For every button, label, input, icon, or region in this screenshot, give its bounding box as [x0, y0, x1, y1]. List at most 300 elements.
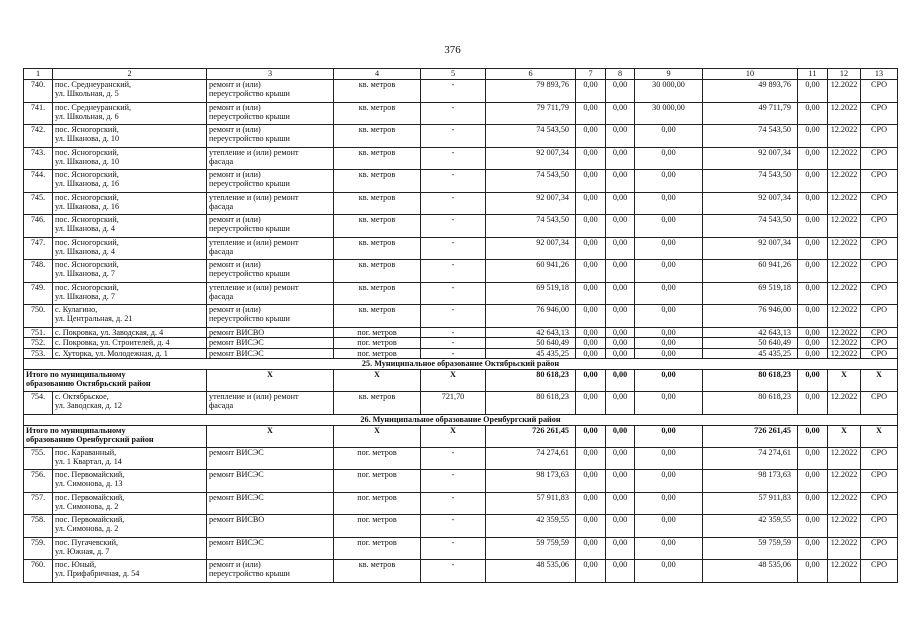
fund-local	[635, 215, 703, 238]
row-number-text: 754.	[30, 392, 46, 401]
address	[53, 470, 207, 493]
period	[828, 515, 861, 538]
fund-other-text: 0,00	[805, 80, 820, 89]
period	[828, 338, 861, 349]
fund-owners-text: 74 543,50	[758, 215, 791, 224]
address-text: пос. Среднеуранский,	[55, 80, 132, 89]
method	[861, 80, 898, 103]
fund-other	[798, 102, 828, 125]
fund-federal	[576, 260, 606, 283]
fund-regional-text: 0,00	[612, 102, 628, 112]
fund-owners	[703, 348, 798, 359]
quantity	[421, 282, 486, 305]
fund-regional-text: 0,00	[612, 147, 628, 157]
row-number	[24, 392, 53, 415]
fund-regional	[606, 370, 635, 392]
period-text: 12.2022	[830, 102, 858, 112]
fund-federal-text: 0,00	[583, 447, 598, 457]
period-text: X	[841, 425, 847, 435]
fund-other	[798, 537, 828, 560]
fund-owners-text: 74 543,50	[758, 125, 791, 134]
method	[861, 537, 898, 560]
total-label-text: Итого по муниципальному	[26, 370, 126, 379]
fund-regional-text: 0,00	[612, 470, 628, 479]
work-type-text: утепление и (или) ремонт	[209, 147, 299, 157]
period-text: 12.2022	[830, 282, 858, 292]
quantity	[421, 327, 486, 338]
unit	[334, 447, 421, 470]
period	[828, 537, 861, 560]
unit-text: кв. метров	[358, 170, 396, 179]
fund-local-text: 30 000,00	[652, 80, 685, 89]
header-cell: 13	[861, 69, 898, 80]
work-type-text: ремонт и (или)	[209, 125, 261, 134]
unit	[334, 338, 421, 349]
fund-federal-text: 0,00	[583, 348, 598, 358]
quantity-text: -	[451, 515, 455, 524]
fund-other-text: 0,00	[805, 370, 820, 379]
fund-regional	[606, 305, 635, 328]
fund-local	[635, 470, 703, 493]
unit	[334, 370, 421, 392]
total-cost-text: 60 941,26	[536, 260, 569, 269]
row-number-text: 748.	[30, 260, 46, 269]
method-text: СРО	[870, 237, 888, 247]
fund-owners	[703, 392, 798, 415]
fund-owners-text: 45 435,25	[758, 348, 791, 358]
period-text: 12.2022	[830, 327, 858, 337]
fund-other	[798, 447, 828, 470]
period-text: 12.2022	[830, 80, 858, 89]
table-row	[24, 170, 898, 193]
period-text: 12.2022	[830, 125, 858, 134]
quantity-text: -	[451, 260, 455, 269]
quantity-text: -	[451, 170, 455, 179]
quantity	[421, 170, 486, 193]
total-cost	[486, 305, 576, 328]
method	[861, 147, 898, 170]
fund-local-text: 0,00	[661, 237, 676, 247]
fund-local-text: 0,00	[661, 260, 676, 269]
method	[861, 237, 898, 260]
unit-text: X	[374, 425, 380, 435]
total-cost-text: 42 643,13	[536, 327, 569, 337]
fund-other	[798, 237, 828, 260]
header-cell: 2	[53, 69, 207, 80]
fund-owners	[703, 492, 798, 515]
row-number	[24, 305, 53, 328]
address-text: ул. 1 Квартал, д. 14	[55, 456, 122, 466]
period-text: 12.2022	[830, 447, 858, 457]
fund-owners-text: 92 007,34	[758, 192, 791, 202]
fund-federal-text: 0,00	[583, 470, 598, 479]
total-cost-text: 59 759,59	[536, 537, 569, 547]
quantity	[421, 537, 486, 560]
fund-regional-text: 0,00	[612, 492, 628, 502]
fund-other	[798, 370, 828, 392]
fund-regional	[606, 125, 635, 148]
address-text: пос. Первомайский,	[55, 492, 125, 502]
address-text: пос. Ясногорский,	[55, 282, 119, 292]
period-text: X	[841, 370, 847, 379]
unit	[334, 237, 421, 260]
quantity	[421, 215, 486, 238]
total-cost-text: 74 274,61	[536, 447, 569, 457]
fund-other	[798, 215, 828, 238]
table-row	[24, 260, 898, 283]
work-type	[207, 492, 334, 515]
period-text: 12.2022	[830, 515, 858, 524]
fund-federal-text: 0,00	[583, 192, 598, 202]
fund-owners-text: 60 941,26	[758, 260, 791, 269]
section-title-text: 26. Муниципальное образование Оренбургский район	[360, 414, 561, 424]
period-text: 12.2022	[830, 348, 858, 358]
work-type	[207, 147, 334, 170]
total-cost-text: 80 618,23	[536, 370, 569, 379]
fund-federal	[576, 305, 606, 328]
fund-federal	[576, 560, 606, 583]
address-text: пос. Ясногорский,	[55, 215, 119, 224]
total-cost	[486, 170, 576, 193]
quantity	[421, 237, 486, 260]
fund-regional	[606, 170, 635, 193]
fund-owners-text: 98 173,63	[758, 470, 791, 479]
work-type-text: переустройство крыши	[209, 179, 290, 189]
fund-local-text: 0,00	[661, 327, 676, 337]
row-number-text: 760.	[30, 560, 46, 569]
method-text: СРО	[870, 215, 888, 224]
address-text: ул. Шканова, д. 7	[55, 291, 115, 301]
header-cell: 3	[207, 69, 334, 80]
fund-federal-text: 0,00	[583, 327, 598, 337]
fund-federal	[576, 447, 606, 470]
fund-federal	[576, 237, 606, 260]
address	[53, 215, 207, 238]
period	[828, 282, 861, 305]
fund-other	[798, 260, 828, 283]
fund-local	[635, 447, 703, 470]
fund-other-text: 0,00	[805, 537, 820, 547]
address	[53, 192, 207, 215]
unit	[334, 260, 421, 283]
fund-other-text: 0,00	[805, 470, 820, 479]
total-cost	[486, 260, 576, 283]
total-cost-text: 79 711,79	[536, 102, 569, 112]
unit	[334, 282, 421, 305]
total-label	[24, 425, 207, 447]
quantity	[421, 515, 486, 538]
work-type	[207, 338, 334, 349]
fund-regional	[606, 237, 635, 260]
fund-regional	[606, 80, 635, 103]
header-cell: 11	[798, 69, 828, 80]
fund-regional-text: 0,00	[612, 305, 628, 314]
row-number	[24, 80, 53, 103]
method	[861, 125, 898, 148]
address-text: пос. Первомайский,	[55, 470, 125, 479]
fund-owners-text: 80 618,23	[758, 392, 791, 401]
total-cost	[486, 327, 576, 338]
work-type-text: ремонт ВИСЭС	[209, 537, 264, 547]
work-type-text: переустройство крыши	[209, 134, 290, 144]
fund-regional	[606, 560, 635, 583]
total-cost-text: 98 173,63	[536, 470, 569, 479]
work-type-text: фасада	[209, 401, 234, 411]
period	[828, 80, 861, 103]
fund-regional	[606, 447, 635, 470]
period	[828, 492, 861, 515]
fund-owners	[703, 170, 798, 193]
fund-local-text: 0,00	[661, 447, 676, 457]
quantity-text: -	[451, 348, 455, 358]
address	[53, 560, 207, 583]
fund-other	[798, 470, 828, 493]
quantity	[421, 80, 486, 103]
fund-other	[798, 425, 828, 447]
method-text: СРО	[870, 515, 888, 524]
total-cost	[486, 102, 576, 125]
fund-regional	[606, 537, 635, 560]
fund-federal	[576, 327, 606, 338]
fund-owners	[703, 125, 798, 148]
table-row	[24, 192, 898, 215]
address-text: ул. Прифабричная, д. 54	[55, 569, 140, 579]
unit-text: пог. метров	[357, 515, 397, 524]
period-text: 12.2022	[830, 392, 858, 401]
address-text: ул. Школьная, д. 5	[55, 89, 119, 99]
work-type-text: переустройство крыши	[209, 314, 290, 324]
work-type	[207, 80, 334, 103]
method-text: СРО	[870, 470, 888, 479]
row-number	[24, 170, 53, 193]
unit	[334, 215, 421, 238]
address-text: пос. Юный,	[55, 560, 97, 569]
fund-local	[635, 125, 703, 148]
table-row	[24, 560, 898, 583]
fund-local	[635, 327, 703, 338]
fund-federal	[576, 215, 606, 238]
header-cell: 7	[576, 69, 606, 80]
fund-owners-text: 57 911,83	[758, 492, 791, 502]
fund-regional	[606, 102, 635, 125]
fund-federal-text: 0,00	[583, 125, 598, 134]
fund-regional	[606, 425, 635, 447]
total-cost	[486, 470, 576, 493]
total-row	[24, 370, 898, 392]
address-text: ул. Школьная, д. 6	[55, 111, 119, 121]
fund-owners-text: 48 535,06	[758, 560, 791, 569]
fund-regional	[606, 515, 635, 538]
quantity-text: -	[451, 447, 455, 457]
row-number	[24, 260, 53, 283]
fund-local-text: 0,00	[661, 282, 676, 292]
fund-other	[798, 147, 828, 170]
unit-text: кв. метров	[358, 282, 396, 292]
quantity	[421, 370, 486, 392]
fund-local-text: 0,00	[661, 515, 676, 524]
fund-federal-text: 0,00	[583, 560, 598, 569]
fund-owners-text: 59 759,59	[758, 537, 791, 547]
work-type-text: ремонт ВИСВО	[209, 515, 265, 524]
method	[861, 492, 898, 515]
method-text: X	[876, 425, 882, 435]
table-row	[24, 237, 898, 260]
fund-federal-text: 0,00	[583, 170, 598, 179]
total-cost	[486, 338, 576, 349]
fund-regional	[606, 348, 635, 359]
period	[828, 447, 861, 470]
row-number	[24, 447, 53, 470]
fund-owners	[703, 192, 798, 215]
fund-regional-text: 0,00	[612, 237, 628, 247]
fund-federal	[576, 515, 606, 538]
total-cost	[486, 537, 576, 560]
total-cost-text: 50 640,49	[536, 338, 569, 347]
unit-text: кв. метров	[358, 237, 396, 247]
method	[861, 282, 898, 305]
fund-federal	[576, 338, 606, 349]
method-text: СРО	[870, 348, 888, 358]
address	[53, 260, 207, 283]
table-row	[24, 492, 898, 515]
unit	[334, 560, 421, 583]
fund-local	[635, 80, 703, 103]
row-number	[24, 560, 53, 583]
fund-owners	[703, 447, 798, 470]
table-row	[24, 102, 898, 125]
total-cost-text: 74 543,50	[536, 215, 569, 224]
work-type	[207, 305, 334, 328]
method-text: СРО	[870, 147, 888, 157]
fund-regional-text: 0,00	[612, 515, 628, 524]
address-text: с. Покровка, ул. Заводская, д. 4	[55, 327, 164, 337]
row-number-text: 756.	[30, 470, 46, 479]
fund-other	[798, 282, 828, 305]
fund-federal-text: 0,00	[583, 370, 598, 379]
fund-other-text: 0,00	[805, 392, 820, 401]
unit-text: пог. метров	[357, 327, 397, 337]
fund-owners-text: 74 274,61	[758, 447, 791, 457]
fund-other-text: 0,00	[805, 170, 820, 179]
fund-owners	[703, 560, 798, 583]
period-text: 12.2022	[830, 470, 858, 479]
fund-owners	[703, 260, 798, 283]
unit	[334, 170, 421, 193]
total-cost-text: 76 946,00	[536, 305, 569, 314]
quantity-text: -	[451, 470, 455, 479]
method	[861, 260, 898, 283]
fund-owners-text: 42 643,13	[758, 327, 791, 337]
work-type-text: ремонт и (или)	[209, 305, 261, 314]
fund-owners-text: 80 618,23	[758, 370, 791, 379]
address	[53, 237, 207, 260]
work-type	[207, 370, 334, 392]
method	[861, 327, 898, 338]
fund-owners-text: 76 946,00	[758, 305, 791, 314]
period-text: 12.2022	[830, 260, 858, 269]
table-row	[24, 282, 898, 305]
work-type-text: фасада	[209, 156, 234, 166]
fund-federal-text: 0,00	[583, 515, 598, 524]
fund-federal-text: 0,00	[583, 537, 598, 547]
fund-regional	[606, 192, 635, 215]
fund-regional-text: 0,00	[612, 192, 628, 202]
total-cost-text: 726 261,45	[532, 425, 569, 435]
address-text: пос. Караванный,	[55, 447, 117, 457]
fund-owners-text: 49 711,79	[758, 102, 791, 112]
address	[53, 338, 207, 349]
method	[861, 370, 898, 392]
fund-local	[635, 560, 703, 583]
fund-local-text: 0,00	[661, 192, 676, 202]
header-cell: 1	[24, 69, 53, 80]
method	[861, 170, 898, 193]
fund-other	[798, 192, 828, 215]
fund-local	[635, 237, 703, 260]
address	[53, 348, 207, 359]
fund-local-text: 0,00	[661, 560, 676, 569]
fund-regional-text: 0,00	[612, 215, 628, 224]
row-number-text: 747.	[30, 237, 46, 247]
table-row	[24, 447, 898, 470]
table-body	[24, 69, 898, 583]
address	[53, 447, 207, 470]
unit	[334, 348, 421, 359]
fund-owners	[703, 338, 798, 349]
work-type	[207, 282, 334, 305]
fund-local-text: 0,00	[661, 338, 676, 347]
total-cost	[486, 392, 576, 415]
fund-regional	[606, 215, 635, 238]
work-type-text: фасада	[209, 291, 234, 301]
fund-other	[798, 125, 828, 148]
address	[53, 327, 207, 338]
method-text: СРО	[870, 80, 888, 89]
method-text: СРО	[870, 560, 888, 569]
method	[861, 515, 898, 538]
fund-owners-text: 50 640,49	[758, 338, 791, 347]
unit-text: пог. метров	[357, 338, 397, 347]
table-row	[24, 305, 898, 328]
fund-federal-text: 0,00	[583, 338, 598, 347]
fund-federal	[576, 470, 606, 493]
row-number-text: 750.	[30, 305, 46, 314]
table-row	[24, 515, 898, 538]
total-cost-text: 45 435,25	[536, 348, 569, 358]
fund-federal	[576, 392, 606, 415]
unit	[334, 492, 421, 515]
period-text: 12.2022	[830, 537, 858, 547]
row-number-text: 751.	[30, 327, 46, 337]
period	[828, 147, 861, 170]
fund-owners	[703, 327, 798, 338]
table-row	[24, 537, 898, 560]
unit-text: пог. метров	[357, 447, 397, 457]
fund-other-text: 0,00	[805, 147, 820, 157]
method	[861, 425, 898, 447]
fund-owners	[703, 305, 798, 328]
row-number	[24, 282, 53, 305]
total-cost-text: 57 911,83	[536, 492, 569, 502]
fund-federal	[576, 170, 606, 193]
unit	[334, 102, 421, 125]
total-cost-text: 74 543,50	[536, 125, 569, 134]
address-text: ул. Шканова, д. 4	[55, 246, 115, 256]
fund-regional-text: 0,00	[612, 560, 628, 569]
page-number: 376	[444, 44, 461, 56]
fund-other-text: 0,00	[805, 215, 820, 224]
work-type-text: утепление и (или) ремонт	[209, 282, 299, 292]
